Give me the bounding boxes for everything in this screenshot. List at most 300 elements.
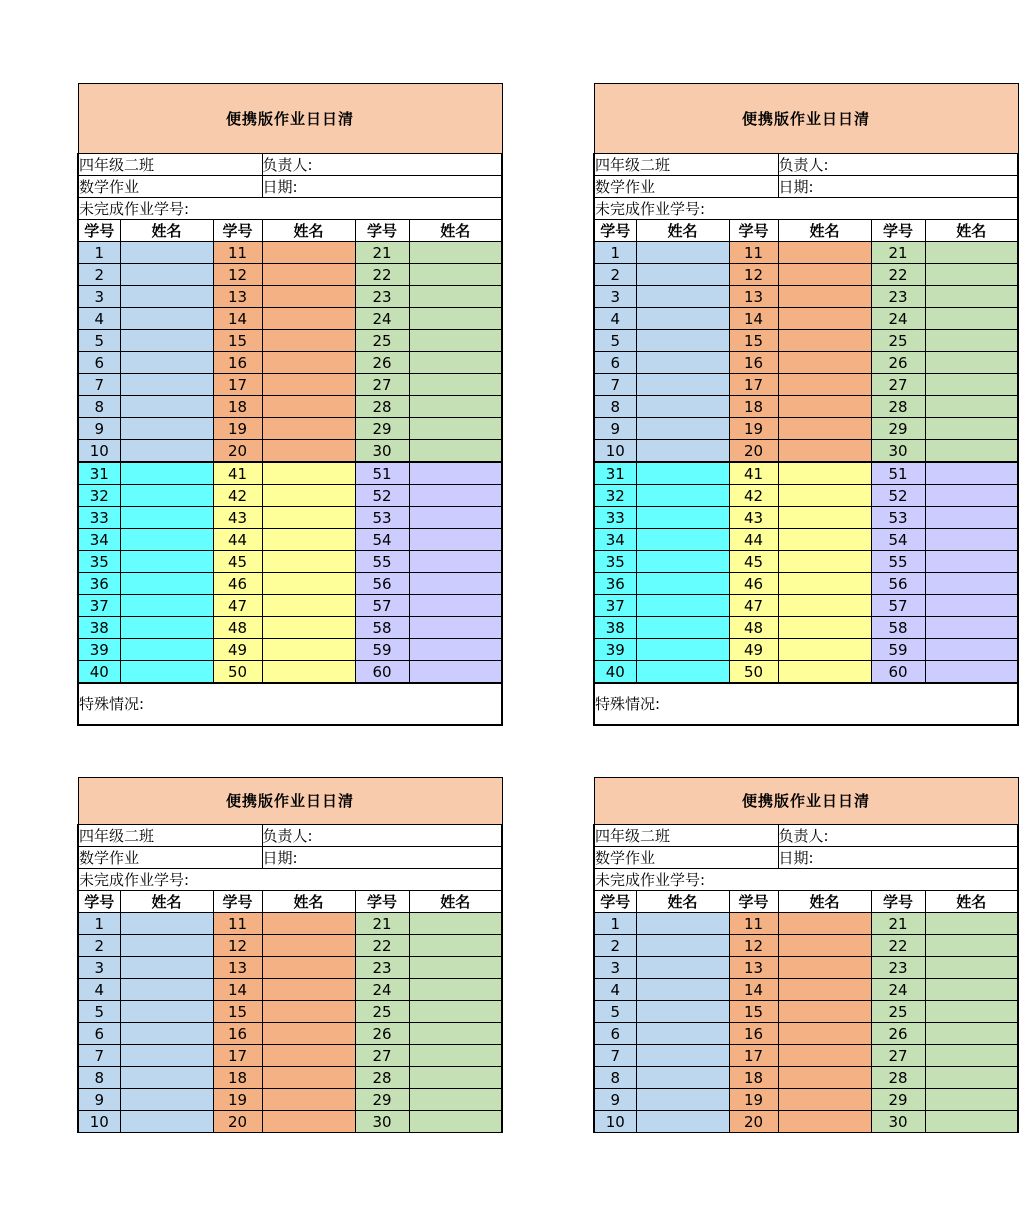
header-id[interactable]: 学号 xyxy=(213,891,262,913)
student-name-cell[interactable] xyxy=(262,661,355,684)
student-id-cell[interactable]: 52 xyxy=(871,485,925,507)
student-id-cell[interactable]: 15 xyxy=(729,1001,778,1023)
student-id-cell[interactable]: 25 xyxy=(355,1001,409,1023)
student-id-cell[interactable]: 12 xyxy=(729,264,778,286)
student-name-cell[interactable] xyxy=(120,308,213,330)
header-name[interactable]: 姓名 xyxy=(778,891,871,913)
student-name-cell[interactable] xyxy=(925,529,1018,551)
class-name-cell[interactable]: 四年级二班 xyxy=(594,825,778,847)
date-cell[interactable]: 日期: xyxy=(778,847,1018,869)
student-id-cell[interactable]: 19 xyxy=(729,1089,778,1111)
student-id-cell[interactable]: 5 xyxy=(78,330,120,352)
student-name-cell[interactable] xyxy=(636,286,729,308)
student-name-cell[interactable] xyxy=(636,1001,729,1023)
student-name-cell[interactable] xyxy=(120,617,213,639)
student-id-cell[interactable]: 18 xyxy=(213,396,262,418)
student-name-cell[interactable] xyxy=(120,573,213,595)
student-name-cell[interactable] xyxy=(636,374,729,396)
student-name-cell[interactable] xyxy=(120,1089,213,1111)
student-id-cell[interactable]: 17 xyxy=(729,1045,778,1067)
student-id-cell[interactable]: 30 xyxy=(355,1111,409,1133)
student-name-cell[interactable] xyxy=(409,440,502,463)
student-id-cell[interactable]: 39 xyxy=(78,639,120,661)
header-id[interactable]: 学号 xyxy=(355,220,409,242)
student-id-cell[interactable]: 10 xyxy=(594,440,636,463)
student-name-cell[interactable] xyxy=(778,330,871,352)
student-name-cell[interactable] xyxy=(409,242,502,264)
student-name-cell[interactable] xyxy=(262,507,355,529)
student-name-cell[interactable] xyxy=(262,1089,355,1111)
student-name-cell[interactable] xyxy=(636,352,729,374)
header-id[interactable]: 学号 xyxy=(871,891,925,913)
student-name-cell[interactable] xyxy=(120,979,213,1001)
student-name-cell[interactable] xyxy=(636,595,729,617)
student-id-cell[interactable]: 4 xyxy=(594,308,636,330)
student-id-cell[interactable]: 55 xyxy=(355,551,409,573)
student-id-cell[interactable]: 8 xyxy=(594,396,636,418)
student-id-cell[interactable]: 14 xyxy=(213,979,262,1001)
student-name-cell[interactable] xyxy=(120,440,213,463)
student-id-cell[interactable]: 18 xyxy=(729,396,778,418)
header-name[interactable]: 姓名 xyxy=(120,220,213,242)
student-id-cell[interactable]: 29 xyxy=(871,1089,925,1111)
student-id-cell[interactable]: 11 xyxy=(213,242,262,264)
student-name-cell[interactable] xyxy=(636,639,729,661)
student-id-cell[interactable]: 3 xyxy=(594,286,636,308)
student-id-cell[interactable]: 16 xyxy=(729,1023,778,1045)
student-id-cell[interactable]: 53 xyxy=(871,507,925,529)
student-id-cell[interactable]: 12 xyxy=(213,264,262,286)
unfinished-ids-cell[interactable]: 未完成作业学号: xyxy=(78,198,502,220)
student-name-cell[interactable] xyxy=(409,639,502,661)
student-id-cell[interactable]: 25 xyxy=(871,1001,925,1023)
student-name-cell[interactable] xyxy=(778,1045,871,1067)
student-name-cell[interactable] xyxy=(778,617,871,639)
subject-cell[interactable]: 数学作业 xyxy=(78,847,262,869)
student-name-cell[interactable] xyxy=(636,661,729,684)
student-name-cell[interactable] xyxy=(262,595,355,617)
student-id-cell[interactable]: 50 xyxy=(729,661,778,684)
student-name-cell[interactable] xyxy=(409,551,502,573)
unfinished-ids-cell[interactable]: 未完成作业学号: xyxy=(594,198,1018,220)
student-id-cell[interactable]: 24 xyxy=(871,979,925,1001)
student-name-cell[interactable] xyxy=(925,913,1018,935)
student-id-cell[interactable]: 6 xyxy=(78,1023,120,1045)
student-id-cell[interactable]: 43 xyxy=(213,507,262,529)
student-id-cell[interactable]: 3 xyxy=(594,957,636,979)
student-name-cell[interactable] xyxy=(778,661,871,684)
header-id[interactable]: 学号 xyxy=(213,220,262,242)
student-id-cell[interactable]: 23 xyxy=(355,286,409,308)
student-id-cell[interactable]: 5 xyxy=(78,1001,120,1023)
student-name-cell[interactable] xyxy=(925,440,1018,463)
student-id-cell[interactable]: 2 xyxy=(78,264,120,286)
header-name[interactable]: 姓名 xyxy=(925,891,1018,913)
student-id-cell[interactable]: 44 xyxy=(729,529,778,551)
student-id-cell[interactable]: 15 xyxy=(213,1001,262,1023)
student-id-cell[interactable]: 57 xyxy=(355,595,409,617)
subject-cell[interactable]: 数学作业 xyxy=(594,847,778,869)
student-name-cell[interactable] xyxy=(262,935,355,957)
student-id-cell[interactable]: 9 xyxy=(78,1089,120,1111)
student-id-cell[interactable]: 42 xyxy=(729,485,778,507)
subject-cell[interactable]: 数学作业 xyxy=(78,176,262,198)
class-name-cell[interactable]: 四年级二班 xyxy=(78,154,262,176)
header-name[interactable]: 姓名 xyxy=(262,891,355,913)
student-name-cell[interactable] xyxy=(120,374,213,396)
student-name-cell[interactable] xyxy=(778,352,871,374)
student-id-cell[interactable]: 7 xyxy=(594,374,636,396)
student-name-cell[interactable] xyxy=(262,418,355,440)
student-name-cell[interactable] xyxy=(925,330,1018,352)
student-id-cell[interactable]: 10 xyxy=(594,1111,636,1133)
student-name-cell[interactable] xyxy=(778,462,871,485)
student-id-cell[interactable]: 31 xyxy=(594,462,636,485)
student-name-cell[interactable] xyxy=(409,979,502,1001)
student-name-cell[interactable] xyxy=(409,264,502,286)
student-name-cell[interactable] xyxy=(262,374,355,396)
header-id[interactable]: 学号 xyxy=(871,220,925,242)
student-id-cell[interactable]: 54 xyxy=(871,529,925,551)
student-name-cell[interactable] xyxy=(925,374,1018,396)
header-id[interactable]: 学号 xyxy=(594,891,636,913)
student-id-cell[interactable]: 55 xyxy=(871,551,925,573)
student-id-cell[interactable]: 13 xyxy=(213,957,262,979)
student-id-cell[interactable]: 57 xyxy=(871,595,925,617)
student-name-cell[interactable] xyxy=(262,396,355,418)
student-id-cell[interactable]: 56 xyxy=(355,573,409,595)
header-id[interactable]: 学号 xyxy=(78,220,120,242)
student-name-cell[interactable] xyxy=(262,913,355,935)
student-name-cell[interactable] xyxy=(120,661,213,684)
person-in-charge-cell[interactable]: 负责人: xyxy=(778,154,1018,176)
student-id-cell[interactable]: 33 xyxy=(594,507,636,529)
student-name-cell[interactable] xyxy=(778,529,871,551)
student-name-cell[interactable] xyxy=(778,485,871,507)
student-id-cell[interactable]: 19 xyxy=(729,418,778,440)
student-id-cell[interactable]: 9 xyxy=(594,418,636,440)
student-id-cell[interactable]: 12 xyxy=(729,935,778,957)
student-id-cell[interactable]: 37 xyxy=(594,595,636,617)
student-name-cell[interactable] xyxy=(636,330,729,352)
student-id-cell[interactable]: 31 xyxy=(78,462,120,485)
student-name-cell[interactable] xyxy=(262,617,355,639)
student-name-cell[interactable] xyxy=(778,1089,871,1111)
class-name-cell[interactable]: 四年级二班 xyxy=(594,154,778,176)
student-name-cell[interactable] xyxy=(636,913,729,935)
student-name-cell[interactable] xyxy=(778,440,871,463)
student-name-cell[interactable] xyxy=(778,1023,871,1045)
student-name-cell[interactable] xyxy=(636,551,729,573)
student-id-cell[interactable]: 40 xyxy=(78,661,120,684)
student-name-cell[interactable] xyxy=(409,617,502,639)
student-name-cell[interactable] xyxy=(778,418,871,440)
student-id-cell[interactable]: 25 xyxy=(355,330,409,352)
header-name[interactable]: 姓名 xyxy=(409,891,502,913)
student-name-cell[interactable] xyxy=(778,242,871,264)
class-name-cell[interactable]: 四年级二班 xyxy=(78,825,262,847)
student-id-cell[interactable]: 5 xyxy=(594,330,636,352)
student-name-cell[interactable] xyxy=(636,529,729,551)
student-name-cell[interactable] xyxy=(409,286,502,308)
student-id-cell[interactable]: 24 xyxy=(871,308,925,330)
student-id-cell[interactable]: 9 xyxy=(78,418,120,440)
student-name-cell[interactable] xyxy=(925,1045,1018,1067)
student-name-cell[interactable] xyxy=(925,462,1018,485)
student-id-cell[interactable]: 26 xyxy=(871,352,925,374)
student-id-cell[interactable]: 7 xyxy=(594,1045,636,1067)
student-id-cell[interactable]: 33 xyxy=(78,507,120,529)
student-name-cell[interactable] xyxy=(778,1111,871,1133)
student-id-cell[interactable]: 5 xyxy=(594,1001,636,1023)
student-id-cell[interactable]: 11 xyxy=(729,913,778,935)
student-id-cell[interactable]: 29 xyxy=(871,418,925,440)
student-id-cell[interactable]: 43 xyxy=(729,507,778,529)
student-name-cell[interactable] xyxy=(262,485,355,507)
student-name-cell[interactable] xyxy=(409,507,502,529)
student-id-cell[interactable]: 59 xyxy=(355,639,409,661)
student-name-cell[interactable] xyxy=(409,935,502,957)
student-id-cell[interactable]: 58 xyxy=(355,617,409,639)
student-name-cell[interactable] xyxy=(925,935,1018,957)
header-name[interactable]: 姓名 xyxy=(636,891,729,913)
student-id-cell[interactable]: 24 xyxy=(355,308,409,330)
header-name[interactable]: 姓名 xyxy=(120,891,213,913)
unfinished-ids-cell[interactable]: 未完成作业学号: xyxy=(594,869,1018,891)
student-name-cell[interactable] xyxy=(409,1111,502,1133)
student-name-cell[interactable] xyxy=(778,1067,871,1089)
student-id-cell[interactable]: 20 xyxy=(213,1111,262,1133)
student-name-cell[interactable] xyxy=(925,507,1018,529)
header-id[interactable]: 学号 xyxy=(78,891,120,913)
student-name-cell[interactable] xyxy=(120,264,213,286)
subject-cell[interactable]: 数学作业 xyxy=(594,176,778,198)
student-id-cell[interactable]: 48 xyxy=(729,617,778,639)
student-name-cell[interactable] xyxy=(262,639,355,661)
student-name-cell[interactable] xyxy=(925,485,1018,507)
sheet-title[interactable]: 便携版作业日日清 xyxy=(78,778,502,825)
student-id-cell[interactable]: 21 xyxy=(355,242,409,264)
student-id-cell[interactable]: 1 xyxy=(78,242,120,264)
student-name-cell[interactable] xyxy=(778,264,871,286)
student-name-cell[interactable] xyxy=(925,1023,1018,1045)
student-name-cell[interactable] xyxy=(636,1067,729,1089)
student-id-cell[interactable]: 35 xyxy=(594,551,636,573)
student-id-cell[interactable]: 22 xyxy=(871,935,925,957)
student-name-cell[interactable] xyxy=(120,551,213,573)
student-id-cell[interactable]: 46 xyxy=(213,573,262,595)
header-name[interactable]: 姓名 xyxy=(409,220,502,242)
student-name-cell[interactable] xyxy=(636,485,729,507)
header-id[interactable]: 学号 xyxy=(355,891,409,913)
student-id-cell[interactable]: 22 xyxy=(355,264,409,286)
student-id-cell[interactable]: 41 xyxy=(729,462,778,485)
special-notes-cell[interactable]: 特殊情况: xyxy=(78,683,502,725)
student-id-cell[interactable]: 4 xyxy=(78,979,120,1001)
student-name-cell[interactable] xyxy=(409,308,502,330)
student-id-cell[interactable]: 51 xyxy=(871,462,925,485)
student-name-cell[interactable] xyxy=(636,507,729,529)
student-id-cell[interactable]: 4 xyxy=(78,308,120,330)
student-id-cell[interactable]: 37 xyxy=(78,595,120,617)
student-id-cell[interactable]: 4 xyxy=(594,979,636,1001)
student-name-cell[interactable] xyxy=(262,1023,355,1045)
student-name-cell[interactable] xyxy=(925,661,1018,684)
student-id-cell[interactable]: 45 xyxy=(729,551,778,573)
header-id[interactable]: 学号 xyxy=(594,220,636,242)
student-name-cell[interactable] xyxy=(120,913,213,935)
header-name[interactable]: 姓名 xyxy=(636,220,729,242)
student-id-cell[interactable]: 40 xyxy=(594,661,636,684)
student-id-cell[interactable]: 12 xyxy=(213,935,262,957)
student-name-cell[interactable] xyxy=(262,979,355,1001)
student-id-cell[interactable]: 19 xyxy=(213,1089,262,1111)
student-name-cell[interactable] xyxy=(925,396,1018,418)
student-name-cell[interactable] xyxy=(120,1045,213,1067)
student-id-cell[interactable]: 28 xyxy=(355,396,409,418)
student-id-cell[interactable]: 13 xyxy=(213,286,262,308)
student-id-cell[interactable]: 20 xyxy=(729,1111,778,1133)
student-name-cell[interactable] xyxy=(636,573,729,595)
student-id-cell[interactable]: 1 xyxy=(594,242,636,264)
student-id-cell[interactable]: 7 xyxy=(78,374,120,396)
student-id-cell[interactable]: 28 xyxy=(871,1067,925,1089)
student-name-cell[interactable] xyxy=(409,396,502,418)
student-id-cell[interactable]: 21 xyxy=(355,913,409,935)
student-name-cell[interactable] xyxy=(778,979,871,1001)
student-name-cell[interactable] xyxy=(925,957,1018,979)
student-id-cell[interactable]: 49 xyxy=(213,639,262,661)
header-id[interactable]: 学号 xyxy=(729,220,778,242)
sheet-title[interactable]: 便携版作业日日清 xyxy=(594,778,1018,825)
student-name-cell[interactable] xyxy=(925,286,1018,308)
student-name-cell[interactable] xyxy=(262,1067,355,1089)
student-id-cell[interactable]: 38 xyxy=(78,617,120,639)
student-id-cell[interactable]: 23 xyxy=(871,286,925,308)
student-name-cell[interactable] xyxy=(120,1067,213,1089)
student-id-cell[interactable]: 3 xyxy=(78,286,120,308)
student-id-cell[interactable]: 49 xyxy=(729,639,778,661)
student-id-cell[interactable]: 24 xyxy=(355,979,409,1001)
student-id-cell[interactable]: 27 xyxy=(871,1045,925,1067)
student-id-cell[interactable]: 28 xyxy=(871,396,925,418)
student-name-cell[interactable] xyxy=(409,418,502,440)
student-name-cell[interactable] xyxy=(262,957,355,979)
student-id-cell[interactable]: 58 xyxy=(871,617,925,639)
student-id-cell[interactable]: 16 xyxy=(729,352,778,374)
student-name-cell[interactable] xyxy=(120,507,213,529)
student-name-cell[interactable] xyxy=(925,617,1018,639)
student-name-cell[interactable] xyxy=(262,440,355,463)
student-name-cell[interactable] xyxy=(262,352,355,374)
student-name-cell[interactable] xyxy=(120,418,213,440)
student-id-cell[interactable]: 1 xyxy=(594,913,636,935)
person-in-charge-cell[interactable]: 负责人: xyxy=(262,154,502,176)
student-id-cell[interactable]: 29 xyxy=(355,1089,409,1111)
student-name-cell[interactable] xyxy=(409,374,502,396)
student-name-cell[interactable] xyxy=(120,1023,213,1045)
student-id-cell[interactable]: 45 xyxy=(213,551,262,573)
student-name-cell[interactable] xyxy=(262,573,355,595)
student-id-cell[interactable]: 20 xyxy=(213,440,262,463)
student-name-cell[interactable] xyxy=(778,286,871,308)
student-id-cell[interactable]: 30 xyxy=(871,1111,925,1133)
student-name-cell[interactable] xyxy=(409,1089,502,1111)
student-id-cell[interactable]: 17 xyxy=(213,374,262,396)
student-name-cell[interactable] xyxy=(636,617,729,639)
student-name-cell[interactable] xyxy=(409,573,502,595)
student-id-cell[interactable]: 36 xyxy=(78,573,120,595)
person-in-charge-cell[interactable]: 负责人: xyxy=(778,825,1018,847)
student-id-cell[interactable]: 27 xyxy=(355,374,409,396)
date-cell[interactable]: 日期: xyxy=(262,176,502,198)
student-name-cell[interactable] xyxy=(925,639,1018,661)
header-name[interactable]: 姓名 xyxy=(925,220,1018,242)
student-name-cell[interactable] xyxy=(409,1067,502,1089)
student-name-cell[interactable] xyxy=(409,1001,502,1023)
student-id-cell[interactable]: 34 xyxy=(594,529,636,551)
student-id-cell[interactable]: 50 xyxy=(213,661,262,684)
student-name-cell[interactable] xyxy=(262,462,355,485)
student-name-cell[interactable] xyxy=(262,330,355,352)
student-id-cell[interactable]: 42 xyxy=(213,485,262,507)
student-name-cell[interactable] xyxy=(262,242,355,264)
student-id-cell[interactable]: 15 xyxy=(729,330,778,352)
student-id-cell[interactable]: 22 xyxy=(355,935,409,957)
student-id-cell[interactable]: 8 xyxy=(594,1067,636,1089)
student-name-cell[interactable] xyxy=(262,1045,355,1067)
student-id-cell[interactable]: 7 xyxy=(78,1045,120,1067)
student-id-cell[interactable]: 39 xyxy=(594,639,636,661)
student-id-cell[interactable]: 27 xyxy=(355,1045,409,1067)
student-id-cell[interactable]: 2 xyxy=(594,935,636,957)
student-name-cell[interactable] xyxy=(778,913,871,935)
student-id-cell[interactable]: 27 xyxy=(871,374,925,396)
student-id-cell[interactable]: 21 xyxy=(871,913,925,935)
student-name-cell[interactable] xyxy=(636,979,729,1001)
student-id-cell[interactable]: 47 xyxy=(213,595,262,617)
student-name-cell[interactable] xyxy=(778,935,871,957)
student-name-cell[interactable] xyxy=(409,913,502,935)
student-name-cell[interactable] xyxy=(778,396,871,418)
student-name-cell[interactable] xyxy=(636,462,729,485)
header-name[interactable]: 姓名 xyxy=(262,220,355,242)
student-name-cell[interactable] xyxy=(925,242,1018,264)
student-name-cell[interactable] xyxy=(636,308,729,330)
student-id-cell[interactable]: 10 xyxy=(78,1111,120,1133)
student-name-cell[interactable] xyxy=(262,1001,355,1023)
student-id-cell[interactable]: 18 xyxy=(729,1067,778,1089)
student-name-cell[interactable] xyxy=(778,1001,871,1023)
student-id-cell[interactable]: 6 xyxy=(594,352,636,374)
student-name-cell[interactable] xyxy=(409,330,502,352)
student-name-cell[interactable] xyxy=(120,352,213,374)
student-id-cell[interactable]: 1 xyxy=(78,913,120,935)
student-name-cell[interactable] xyxy=(636,1089,729,1111)
student-id-cell[interactable]: 60 xyxy=(355,661,409,684)
student-name-cell[interactable] xyxy=(636,242,729,264)
student-name-cell[interactable] xyxy=(778,573,871,595)
student-id-cell[interactable]: 48 xyxy=(213,617,262,639)
student-name-cell[interactable] xyxy=(636,264,729,286)
student-id-cell[interactable]: 2 xyxy=(78,935,120,957)
student-id-cell[interactable]: 15 xyxy=(213,330,262,352)
student-name-cell[interactable] xyxy=(262,308,355,330)
student-id-cell[interactable]: 28 xyxy=(355,1067,409,1089)
student-name-cell[interactable] xyxy=(925,979,1018,1001)
student-id-cell[interactable]: 21 xyxy=(871,242,925,264)
student-id-cell[interactable]: 23 xyxy=(355,957,409,979)
